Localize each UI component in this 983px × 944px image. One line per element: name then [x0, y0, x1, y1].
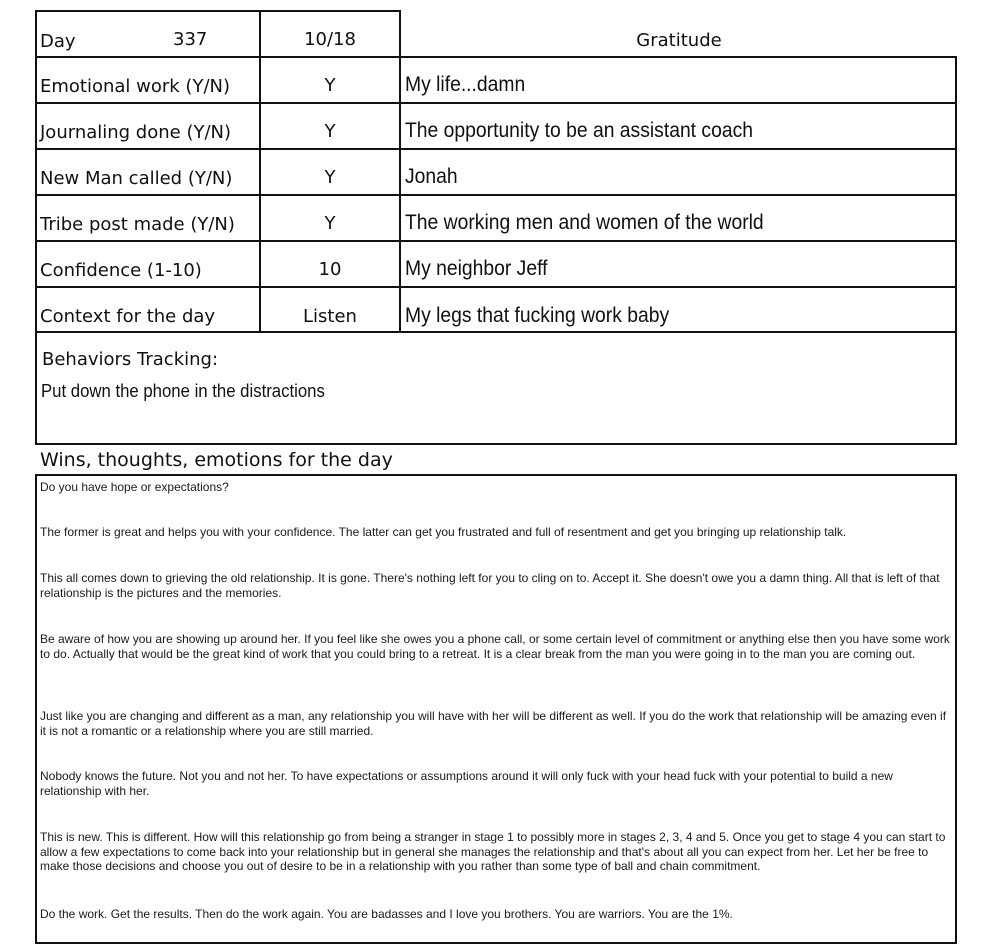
- gratitude-item: My life...damn: [405, 73, 526, 96]
- row-divider: [35, 240, 957, 242]
- row-value-tribe-post: Y: [324, 213, 336, 234]
- row-divider: [35, 102, 957, 104]
- row-divider: [35, 286, 957, 288]
- gratitude-heading: Gratitude: [636, 30, 722, 51]
- day-number: 337: [173, 29, 208, 50]
- wins-paragraph: Do you have hope or expectations?: [40, 480, 229, 494]
- row-divider: [35, 56, 957, 58]
- wins-paragraph: Be aware of how you are showing up around her. If you feel like she owes you a phone call, or some certain level of commitment or anything else then you have some work to do. Actually that would be the great kind of work that you could bring to a retreat. It is a clear break from the man you were going in to the man you are coming out.: [40, 632, 950, 661]
- gratitude-item: Jonah: [405, 165, 458, 188]
- gratitude-item: My legs that fucking work baby: [405, 304, 670, 327]
- gratitude-item: My neighbor Jeff: [405, 257, 548, 280]
- wins-paragraph: Do the work. Get the results. Then do the work again. You are badasses and I love you brothers. You are warriors. You are the 1%.: [40, 907, 733, 921]
- row-label-new-man-called: New Man called (Y/N): [40, 168, 233, 189]
- row-label-emotional-work: Emotional work (Y/N): [40, 76, 231, 97]
- row-label-confidence: Confidence (1-10): [40, 260, 202, 281]
- date-value: 10/18: [304, 29, 356, 50]
- row-value-context: Listen: [303, 306, 357, 327]
- row-value-new-man-called: Y: [324, 167, 336, 188]
- day-label: Day: [40, 31, 76, 52]
- gratitude-item: The opportunity to be an assistant coach: [405, 119, 753, 142]
- behaviors-title: Behaviors Tracking:: [42, 349, 219, 370]
- row-label-tribe-post: Tribe post made (Y/N): [40, 214, 235, 235]
- wins-paragraph: The former is great and helps you with your confidence. The latter can get you frustrated and full of resentment and get you bringing up relationship talk.: [40, 525, 847, 539]
- row-divider: [35, 148, 957, 150]
- wins-paragraph: This all comes down to grieving the old relationship. It is gone. There's nothing left for you to cling on to. Accept it. She doesn't owe you a damn thing. All that is left of that relationship is the pictures and the memories.: [40, 571, 940, 600]
- row-label-context: Context for the day: [40, 306, 216, 327]
- row-divider: [35, 194, 957, 196]
- behaviors-text: Put down the phone in the distractions: [41, 381, 325, 401]
- row-value-confidence: 10: [318, 259, 342, 280]
- row-value-journaling: Y: [324, 121, 336, 142]
- wins-paragraph: This is new. This is different. How will this relationship go from being a stranger in stage 1 to possibly more in stages 2, 3, 4 and 5. Once you get to stage 4 you can start to allow a few expectations to come back into your relationship but in general she manages the relationship and that's about all you can expect from her. Let her be free to make those decisions and choose you out of desire to be in a relationship with you rather than some type of ball and chain commitment.: [40, 830, 946, 873]
- row-label-journaling: Journaling done (Y/N): [40, 122, 232, 143]
- row-value-emotional-work: Y: [324, 75, 336, 96]
- wins-paragraph: Just like you are changing and different as a man, any relationship you will have with her will be different as well. If you do the work that relationship will be amazing even if it is not a romantic or a relationship where you are still married.: [40, 709, 947, 738]
- wins-paragraph: Nobody knows the future. Not you and not her. To have expectations or assumptions around it will only fuck with your head fuck with your potential to build a new relationship with her.: [40, 769, 893, 798]
- wins-title: Wins, thoughts, emotions for the day: [40, 449, 393, 471]
- gratitude-item: The working men and women of the world: [405, 211, 764, 234]
